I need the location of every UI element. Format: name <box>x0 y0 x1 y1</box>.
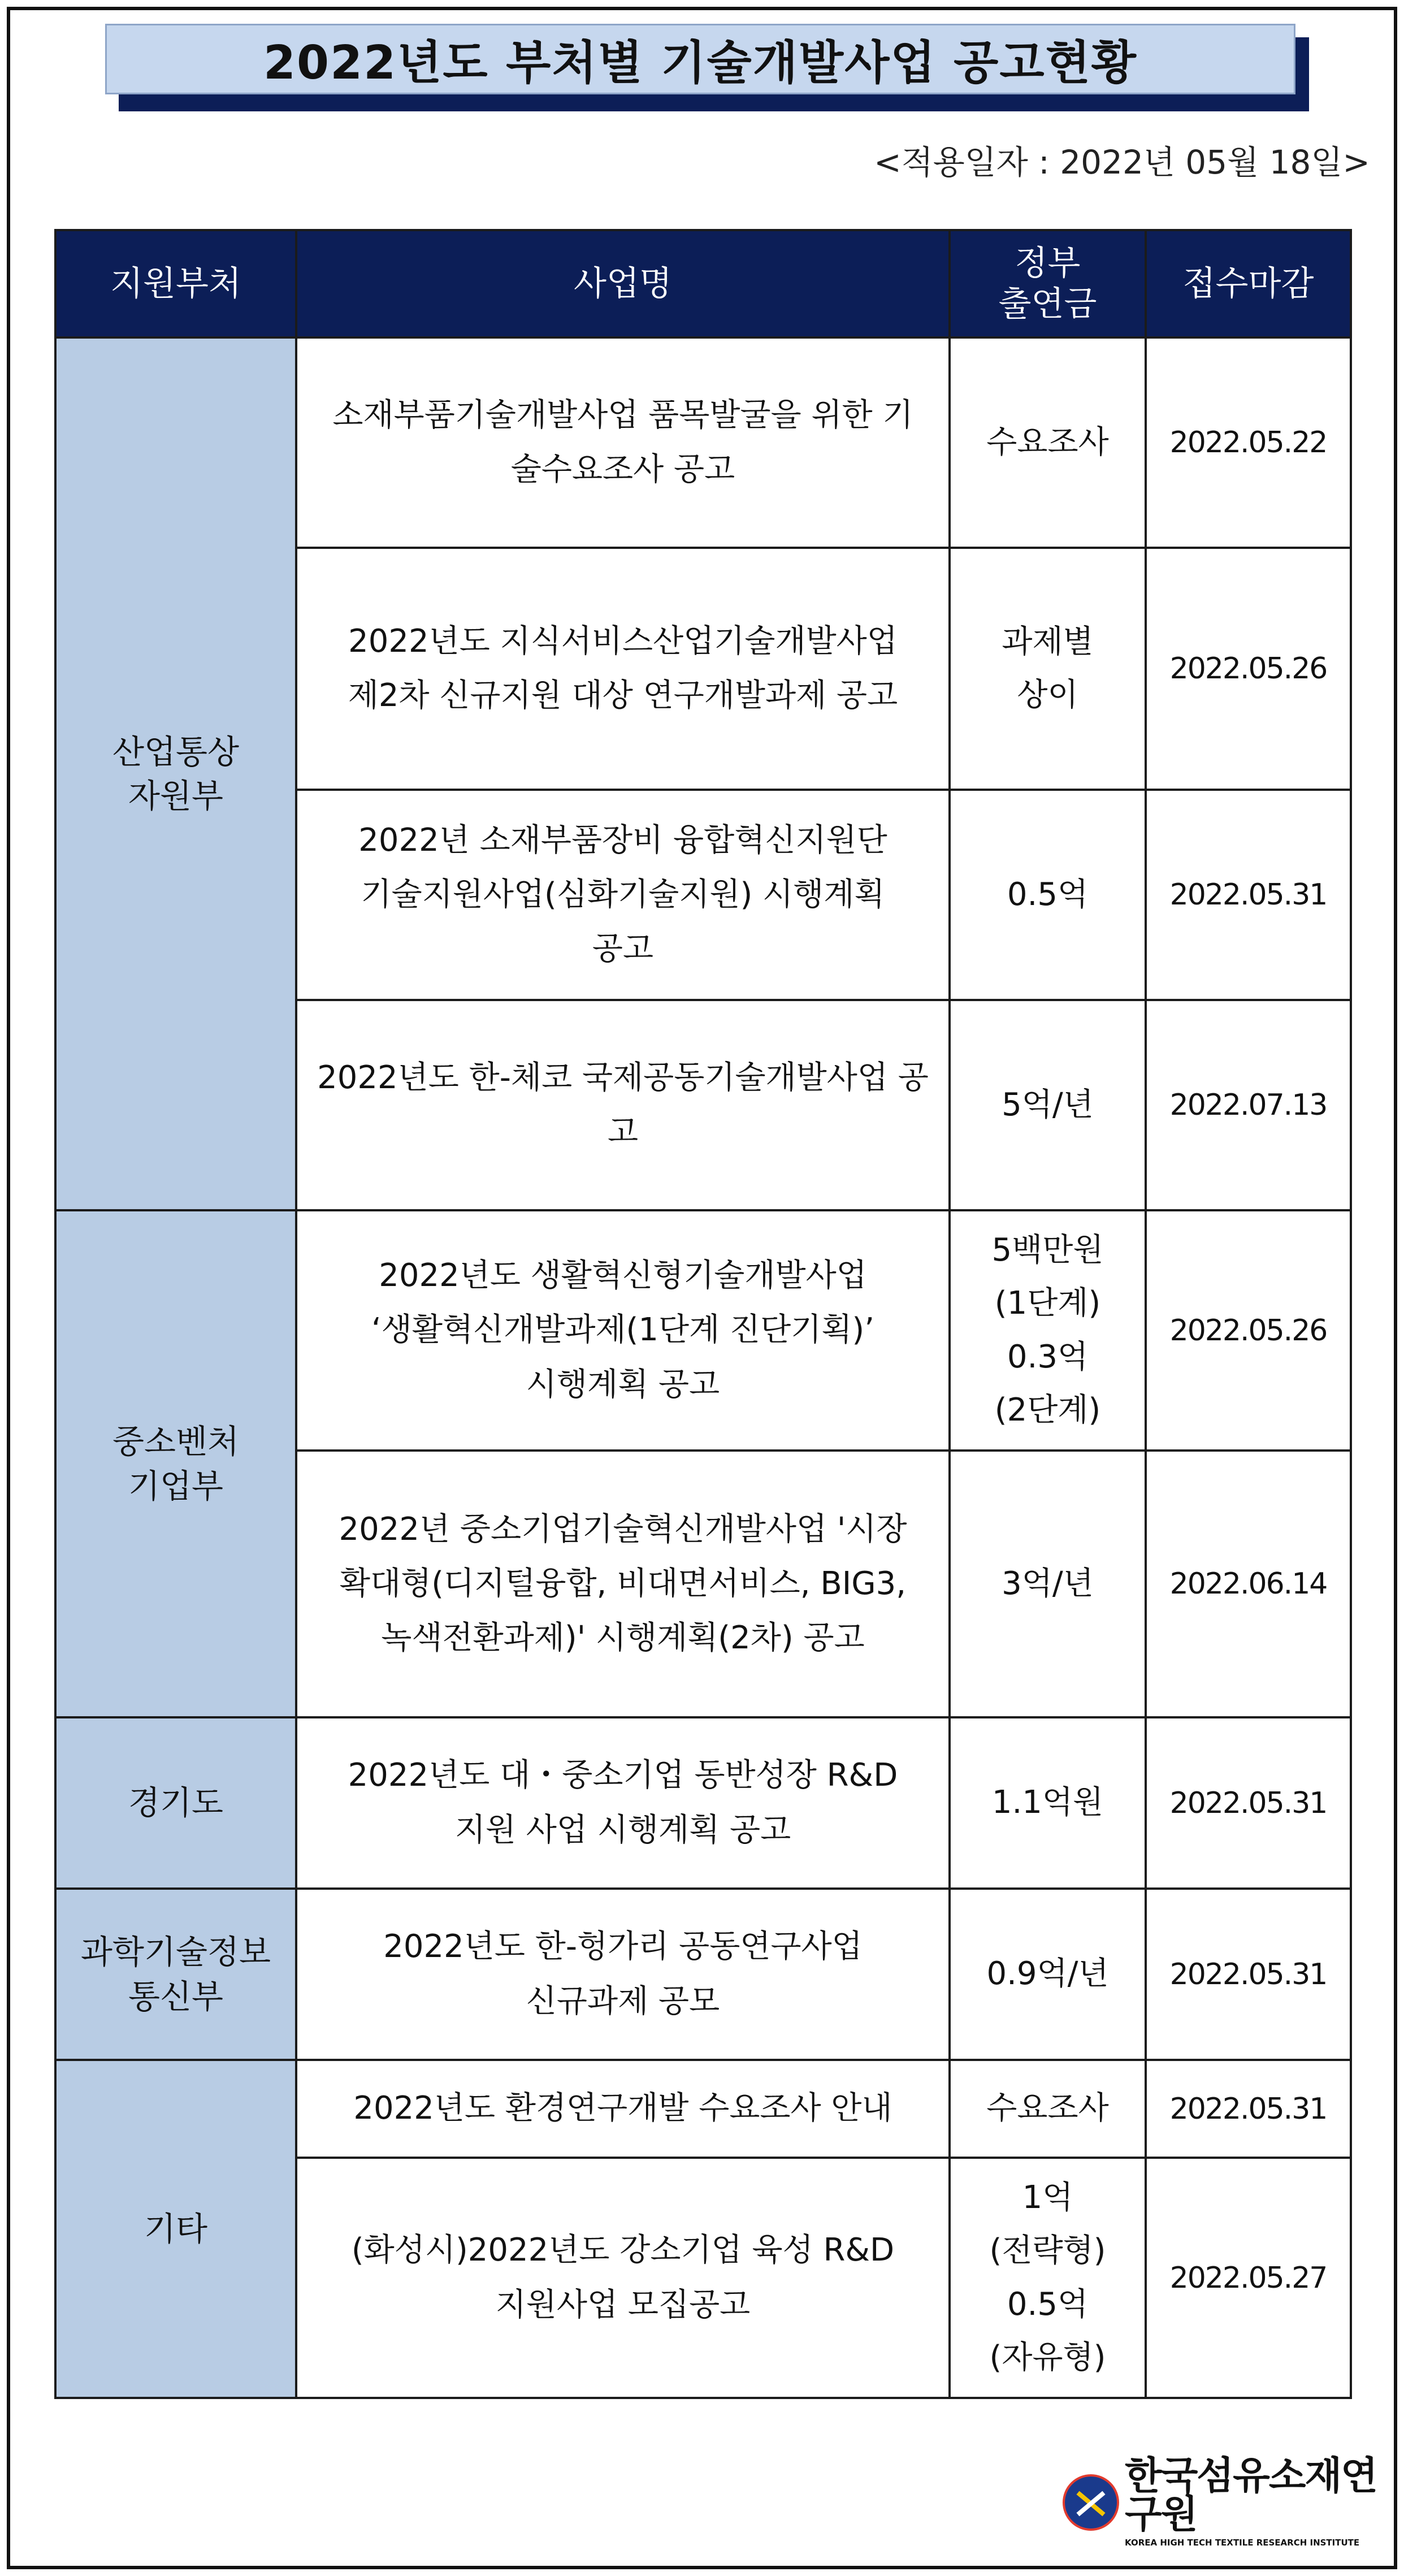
deadline-date: 2022.05.27 <box>1146 2158 1351 2398</box>
table-row <box>55 2060 1351 2158</box>
deadline-date: 2022.05.31 <box>1146 1889 1351 2060</box>
project-name: 2022년도 지식서비스산업기술개발사업 제2차 신규지원 대상 연구개발과제 공고 <box>296 548 950 790</box>
fund-amount: 1.1억원 <box>950 1717 1146 1889</box>
project-name: 2022년도 생활혁신형기술개발사업 ‘생활혁신개발과제(1단계 진단기획)’ 시행계획 공고 <box>296 1210 950 1451</box>
project-name: 2022년도 한-헝가리 공동연구사업 신규과제 공모 <box>296 1889 950 2060</box>
project-name: 2022년도 대・중소기업 동반성장 R&D 지원 사업 시행계획 공고 <box>296 1717 950 1889</box>
deadline-date: 2022.05.31 <box>1146 790 1351 1000</box>
deadline-date: 2022.05.22 <box>1146 337 1351 548</box>
deadline-date: 2022.05.26 <box>1146 548 1351 790</box>
fund-amount: 수요조사 <box>950 2060 1146 2158</box>
header-deadline: 접수마감 <box>1146 230 1351 337</box>
ministry-cell: 과학기술정보 통신부 <box>55 1889 296 2060</box>
table-row <box>55 1210 1351 1451</box>
logo-name-korean: 한국섬유소재연구원 <box>1125 2454 1377 2537</box>
deadline-date: 2022.07.13 <box>1146 1000 1351 1210</box>
announcement-table <box>54 229 1352 2399</box>
fund-amount: 수요조사 <box>950 337 1146 548</box>
header-ministry: 지원부처 <box>55 230 296 337</box>
fund-amount: 과제별 상이 <box>950 548 1146 790</box>
project-name: 2022년 중소기업기술혁신개발사업 '시장 확대형(디지털융합, 비대면서비스, BIG3, 녹색전환과제)' 시행계획(2차) 공고 <box>296 1451 950 1717</box>
ministry-cell: 산업통상 자원부 <box>55 337 296 1210</box>
deadline-date: 2022.05.31 <box>1146 1717 1351 1889</box>
header-name: 사업명 <box>296 230 950 337</box>
deadline-date: 2022.05.31 <box>1146 2060 1351 2158</box>
deadline-date: 2022.06.14 <box>1146 1451 1351 1717</box>
effective-date: <적용일자 : 2022년 05월 18일> <box>874 143 1370 181</box>
table-row <box>55 1717 1351 1889</box>
header-row <box>55 230 1351 337</box>
page-title: 2022년도 부처별 기술개발사업 공고현황 <box>263 36 1138 90</box>
fund-amount: 3억/년 <box>950 1451 1146 1717</box>
project-name: 소재부품기술개발사업 품목발굴을 위한 기 술수요조사 공고 <box>296 337 950 548</box>
deadline-date: 2022.05.26 <box>1146 1210 1351 1451</box>
institute-emblem-icon <box>1063 2474 1119 2531</box>
institute-logo <box>1063 2454 1385 2548</box>
logo-name-english: KOREA HIGH TECH TEXTILE RESEARCH INSTITUTE <box>1125 2538 1360 2548</box>
table-row <box>55 1889 1351 2060</box>
ministry-cell: 중소벤처 기업부 <box>55 1210 296 1717</box>
fund-amount: 0.5억 <box>950 790 1146 1000</box>
ministry-cell: 경기도 <box>55 1717 296 1889</box>
header-fund: 정부 출연금 <box>950 230 1146 337</box>
project-name: 2022년도 한-체코 국제공동기술개발사업 공 고 <box>296 1000 950 1210</box>
project-name: 2022년도 환경연구개발 수요조사 안내 <box>296 2060 950 2158</box>
project-name: 2022년 소재부품장비 융합혁신지원단 기술지원사업(심화기술지원) 시행계획 공고 <box>296 790 950 1000</box>
table-row <box>55 337 1351 548</box>
fund-amount: 1억 (전략형) 0.5억 (자유형) <box>950 2158 1146 2398</box>
fund-amount: 5억/년 <box>950 1000 1146 1210</box>
project-name: (화성시)2022년도 강소기업 육성 R&D 지원사업 모집공고 <box>296 2158 950 2398</box>
fund-amount: 0.9억/년 <box>950 1889 1146 2060</box>
ministry-cell: 기타 <box>55 2060 296 2398</box>
title-banner <box>105 24 1295 94</box>
fund-amount: 5백만원 (1단계) 0.3억 (2단계) <box>950 1210 1146 1451</box>
